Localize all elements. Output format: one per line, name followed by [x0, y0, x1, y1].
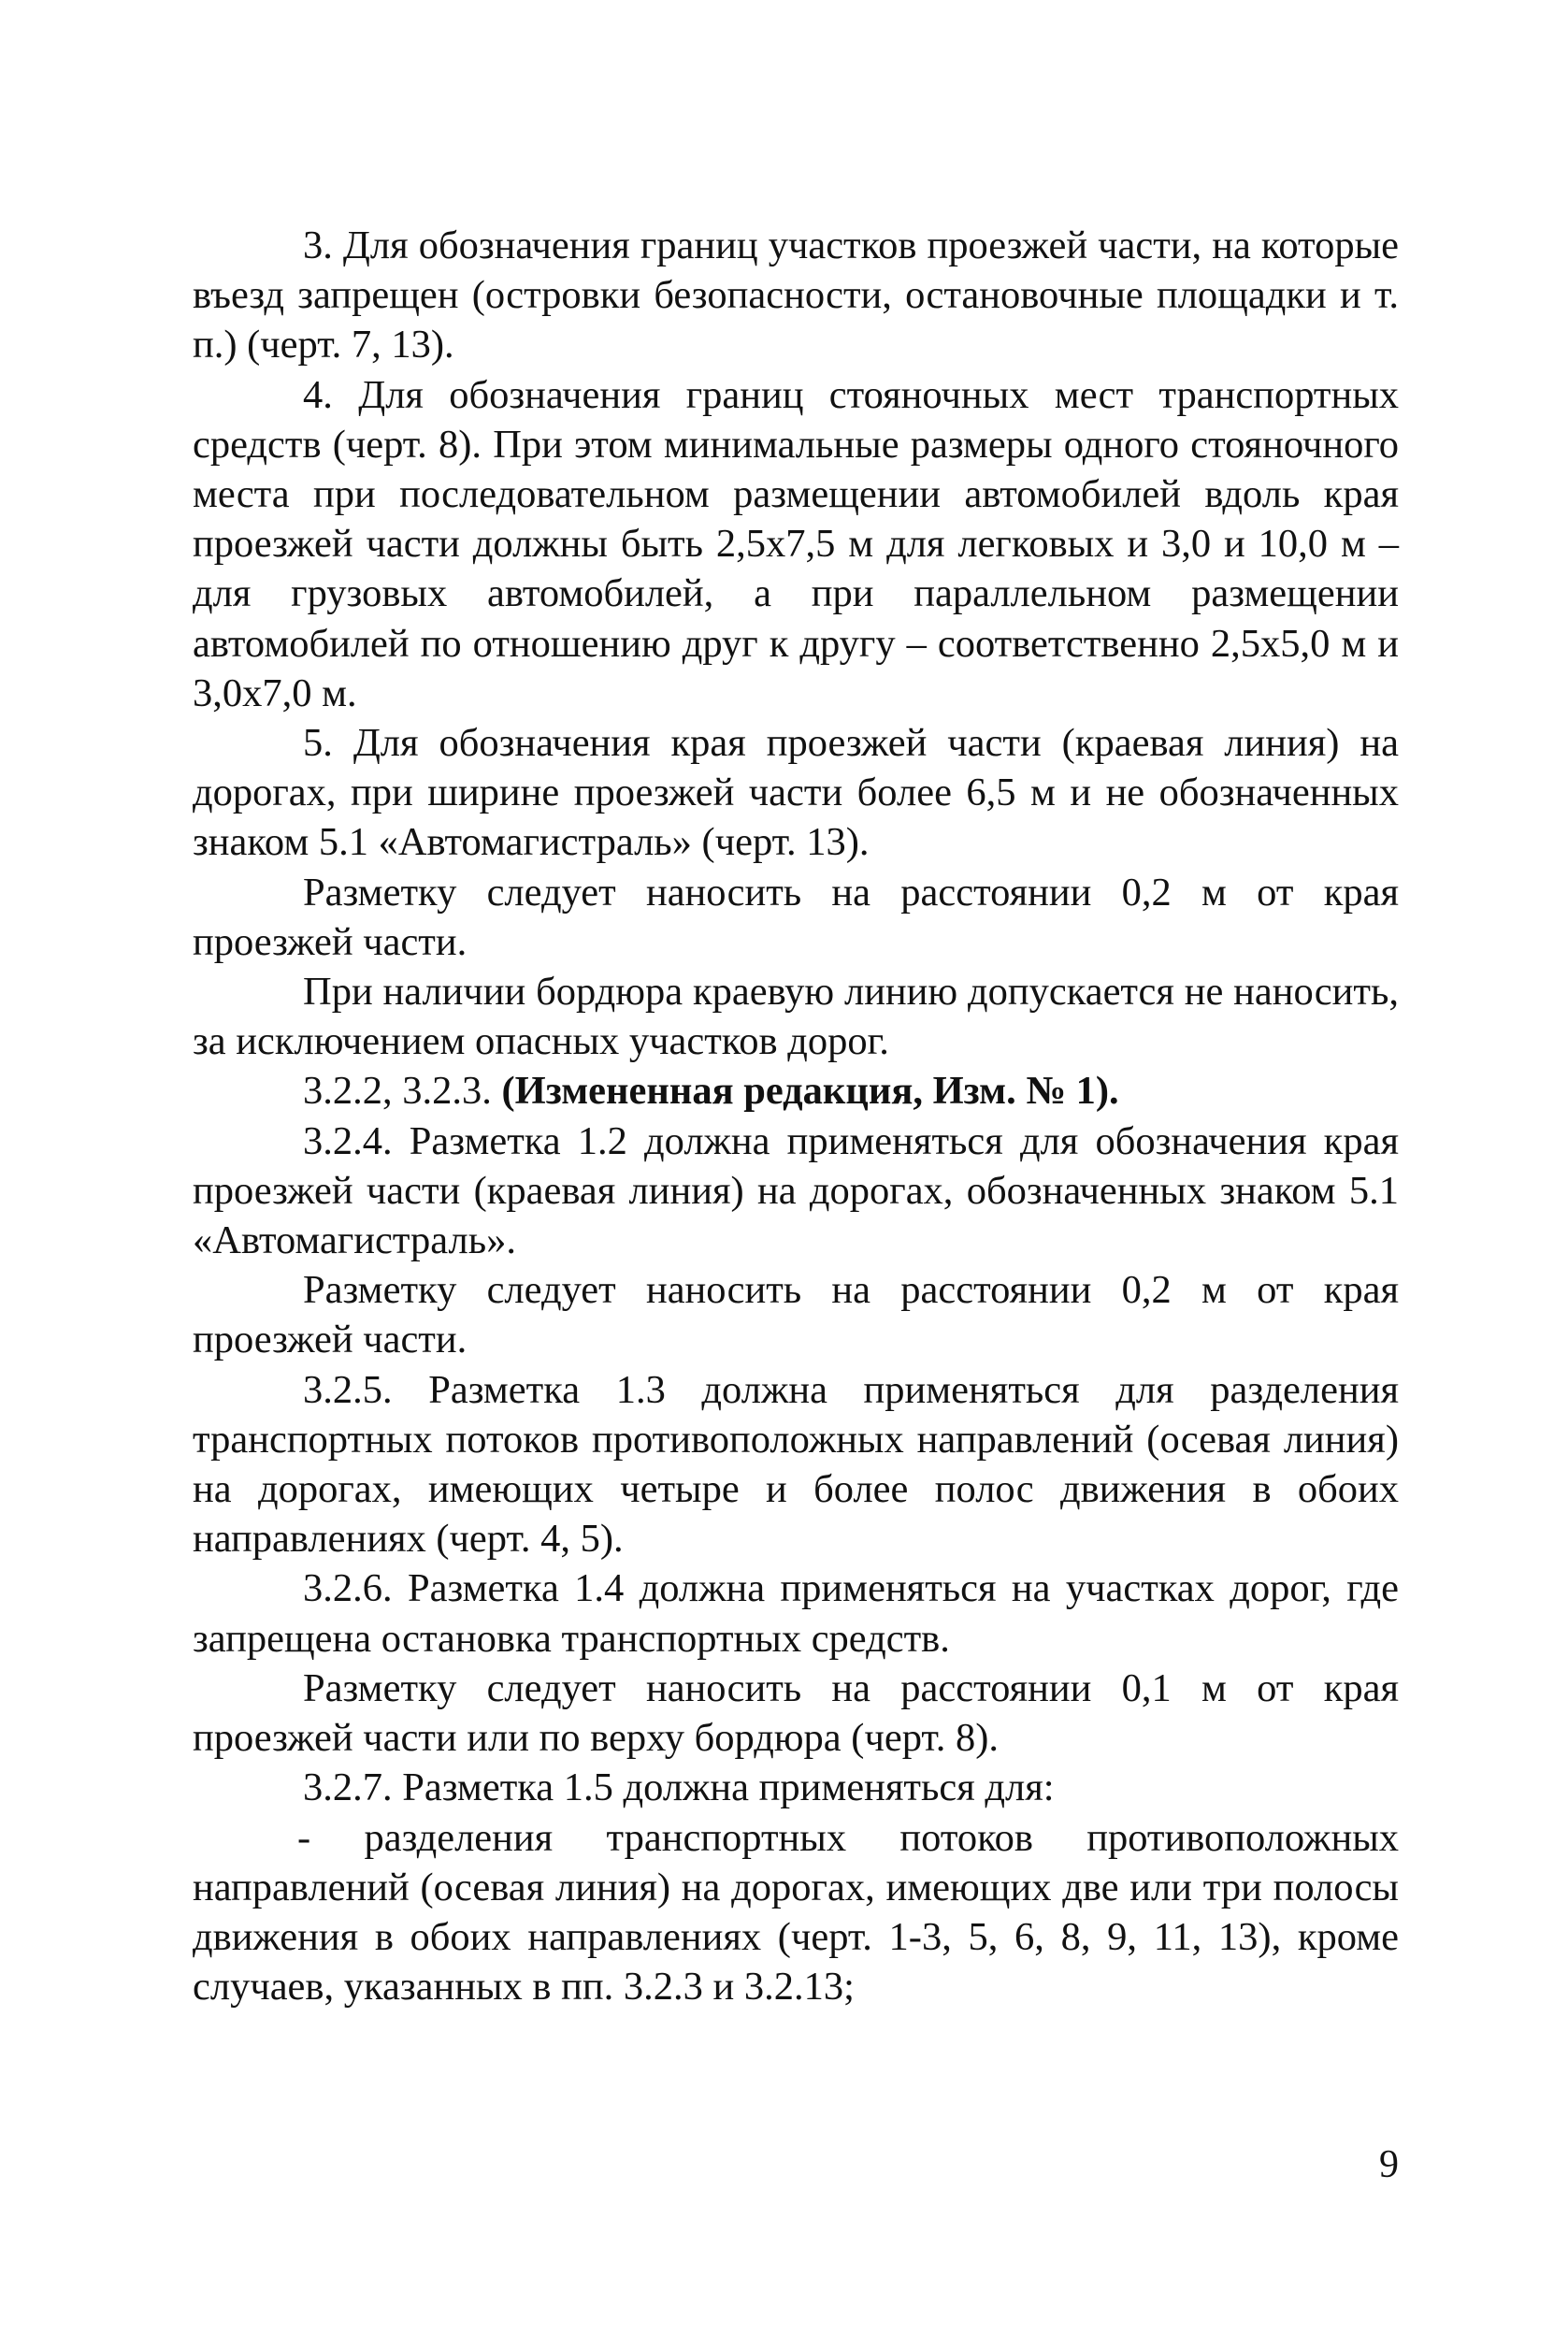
paragraph-item-4: 4. Для обозначения границ стояночных мест транспортных средств (черт. 8). При этом минимальные размеры одного стояночного места при последовательном размещении автомобилей вдоль края проезжей части должны быть 2,5x7,5 м для легковых и 3,0 и 10,0 м – для грузовых автомобилей, а при параллельном размещении автомобилей по отношению друг к другу – соответственно 2,5x5,0 м и 3,0x7,0 м.	[193, 372, 1399, 715]
paragraph-item-3: 3. Для обозначения границ участков проезжей части, на которые въезд запрещен (островки безопасности, остановочные площадки и т. п.) (черт. 7, 13).	[193, 223, 1399, 367]
paragraph-3-2-4: 3.2.4. Разметка 1.2 должна применяться для обозначения края проезжей части (краевая линия) на дорогах, обозначенных знаком 5.1 «Автомагистраль».	[193, 1118, 1399, 1263]
paragraph-marking-distance-3: Разметку следует наносить на расстоянии 0,1 м от края проезжей части или по верху бордюра (черт. 8).	[193, 1665, 1399, 1761]
body-text	[193, 221, 1399, 2011]
amendment-note	[193, 1066, 1399, 1116]
paragraph-3-2-6: 3.2.6. Разметка 1.4 должна применяться на участках дорог, где запрещена остановка транспортных средств.	[193, 1566, 1399, 1661]
list-item: - разделения транспортных потоков противоположных направлений (осевая линия) на дорогах, имеющих две или три полосы движения в обоих направлениях (черт. 1-3, 5, 6, 8, 9, 11, 13), кроме случаев, указанных в пп. 3.2.3 и 3.2.13;	[193, 1815, 1399, 2010]
paragraph-marking-distance-2: Разметку следует наносить на расстоянии 0,2 м от края проезжей части.	[193, 1268, 1399, 1362]
amendment-label: (Измененная редакция, Изм. № 1).	[501, 1069, 1119, 1114]
amendment-sections: 3.2.2, 3.2.3.	[303, 1069, 502, 1114]
paragraph-marking-distance: Разметку следует наносить на расстоянии 0,2 м от края проезжей части.	[193, 870, 1399, 964]
paragraph-3-2-7: 3.2.7. Разметка 1.5 должна применяться для:	[303, 1765, 1055, 1810]
page-number: 9	[1379, 2143, 1399, 2186]
paragraph-3-2-5: 3.2.5. Разметка 1.3 должна применяться для разделения транспортных потоков противоположных направлений (осевая линия) на дорогах, имеющих четыре и более полос движения в обоих направлениях (черт. 4, 5).	[193, 1367, 1399, 1562]
paragraph-item-5: 5. Для обозначения края проезжей части (краевая линия) на дорогах, при ширине проезжей части более 6,5 м и не обозначенных знаком 5.1 «Автомагистраль» (черт. 13).	[193, 721, 1399, 865]
paragraph-curb-note: При наличии бордюра краевую линию допускается не наносить, за исключением опасных участков дорог.	[193, 970, 1399, 1064]
